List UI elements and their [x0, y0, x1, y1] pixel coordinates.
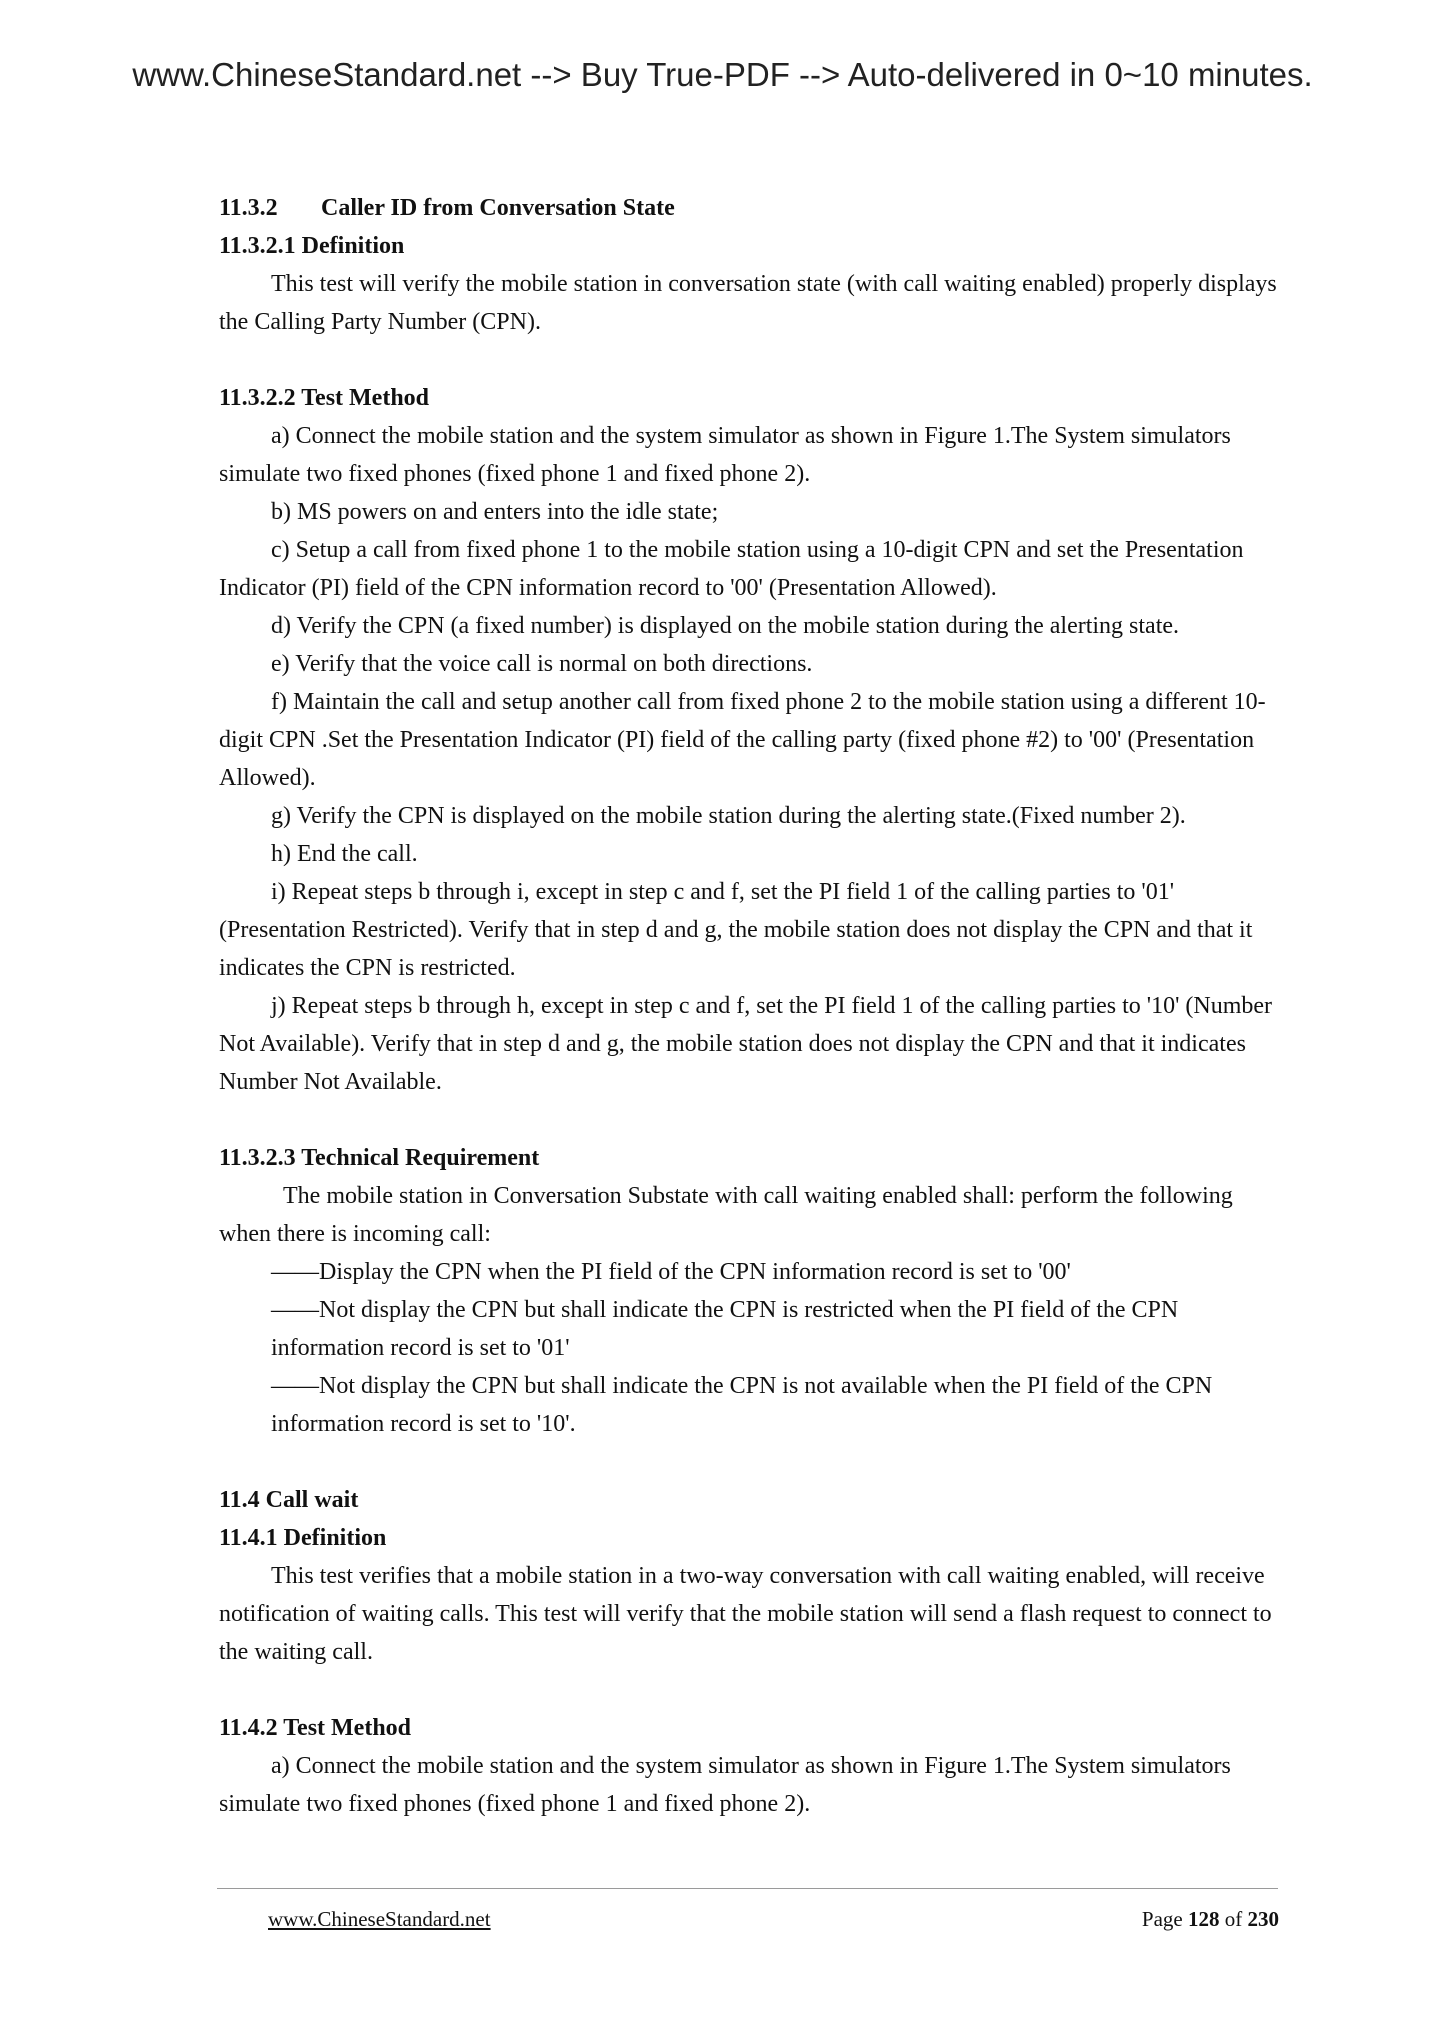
heading-test-method: 11.3.2.2 Test Method	[219, 385, 430, 411]
site-banner[interactable]: www.ChineseStandard.net --> Buy True-PDF --> Auto-delivered in 0~10 minutes.	[132, 56, 1313, 93]
heading-definition: 11.3.2.1 Definition	[219, 233, 405, 259]
requirement-item: ——Not display the CPN but shall indicate the CPN is not available when the PI field of the CPN information record is set to '10'.	[271, 1373, 1213, 1437]
section-heading-11-4: 11.4 Call wait	[219, 1487, 359, 1513]
requirement-item: ——Display the CPN when the PI field of the CPN information record is set to '00'	[271, 1259, 1071, 1285]
page-label: Page	[1141, 1907, 1183, 1931]
step-e: e) Verify that the voice call is normal on both directions.	[271, 651, 813, 677]
section-number: 11.3.2	[219, 195, 278, 221]
step-c: c) Setup a call from fixed phone 1 to the mobile station using a 10-digit CPN and set the Presentation Indicator (PI) field of the CPN information record to '00' (Presentation Allowed).	[219, 537, 1244, 601]
step-a: a) Connect the mobile station and the system simulator as shown in Figure 1.The System simulators simulate two fixed phones (fixed phone 1 and fixed phone 2).	[219, 423, 1231, 487]
of-label: of	[1224, 1907, 1243, 1931]
step-g: g) Verify the CPN is displayed on the mobile station during the alerting state.(Fixed number 2).	[271, 803, 1186, 829]
step-i: i) Repeat steps b through i, except in step c and f, set the PI field 1 of the calling parties to '01' (Presentation Restricted). Verify that in step d and g, the mobile station does not display the CPN and that it indicates the CPN is restricted.	[219, 879, 1253, 981]
heading-technical-requirement: 11.3.2.3 Technical Requirement	[219, 1145, 540, 1171]
definition-paragraph-11-4: This test verifies that a mobile station in a two-way conversation with call waiting enabled, will receive notification of waiting calls. This test will verify that the mobile station will send a flash request to connect to the waiting call.	[219, 1563, 1272, 1665]
step-j: j) Repeat steps b through h, except in step c and f, set the PI field 1 of the calling parties to '10' (Number Not Available). Verify that in step d and g, the mobile station does not display the CPN and that it indicates Number Not Available.	[219, 993, 1273, 1095]
step-d: d) Verify the CPN (a fixed number) is displayed on the mobile station during the alerting state.	[271, 613, 1180, 639]
heading-test-method-11-4-2: 11.4.2 Test Method	[219, 1715, 412, 1741]
definition-paragraph: This test will verify the mobile station in conversation state (with call waiting enabled) properly displays the Calling Party Number (CPN).	[219, 271, 1277, 335]
page-number: 128	[1188, 1907, 1220, 1931]
page-indicator	[1142, 1907, 1279, 1932]
section-heading-11-3-2	[219, 189, 1279, 227]
footer-website-link[interactable]: www.ChineseStandard.net	[268, 1907, 491, 1931]
document-body	[219, 189, 1279, 1823]
heading-definition-11-4-1: 11.4.1 Definition	[219, 1525, 387, 1551]
page-total: 230	[1247, 1907, 1279, 1931]
step-h: h) End the call.	[271, 841, 418, 867]
requirement-intro: The mobile station in Conversation Substate with call waiting enabled shall: perform the following when there is incoming call:	[219, 1183, 1233, 1247]
step-b: b) MS powers on and enters into the idle state;	[271, 499, 719, 525]
section-title: Caller ID from Conversation State	[321, 195, 675, 221]
footer-divider	[217, 1888, 1278, 1889]
step-a-11-4: a) Connect the mobile station and the system simulator as shown in Figure 1.The System simulators simulate two fixed phones (fixed phone 1 and fixed phone 2).	[219, 1753, 1231, 1817]
step-f: f) Maintain the call and setup another call from fixed phone 2 to the mobile station using a different 10-digit CPN .Set the Presentation Indicator (PI) field of the calling party (fixed phone #2) to '00' (Presentation Allowed).	[219, 689, 1266, 791]
requirement-item: ——Not display the CPN but shall indicate the CPN is restricted when the PI field of the CPN information record is set to '01'	[271, 1297, 1179, 1361]
